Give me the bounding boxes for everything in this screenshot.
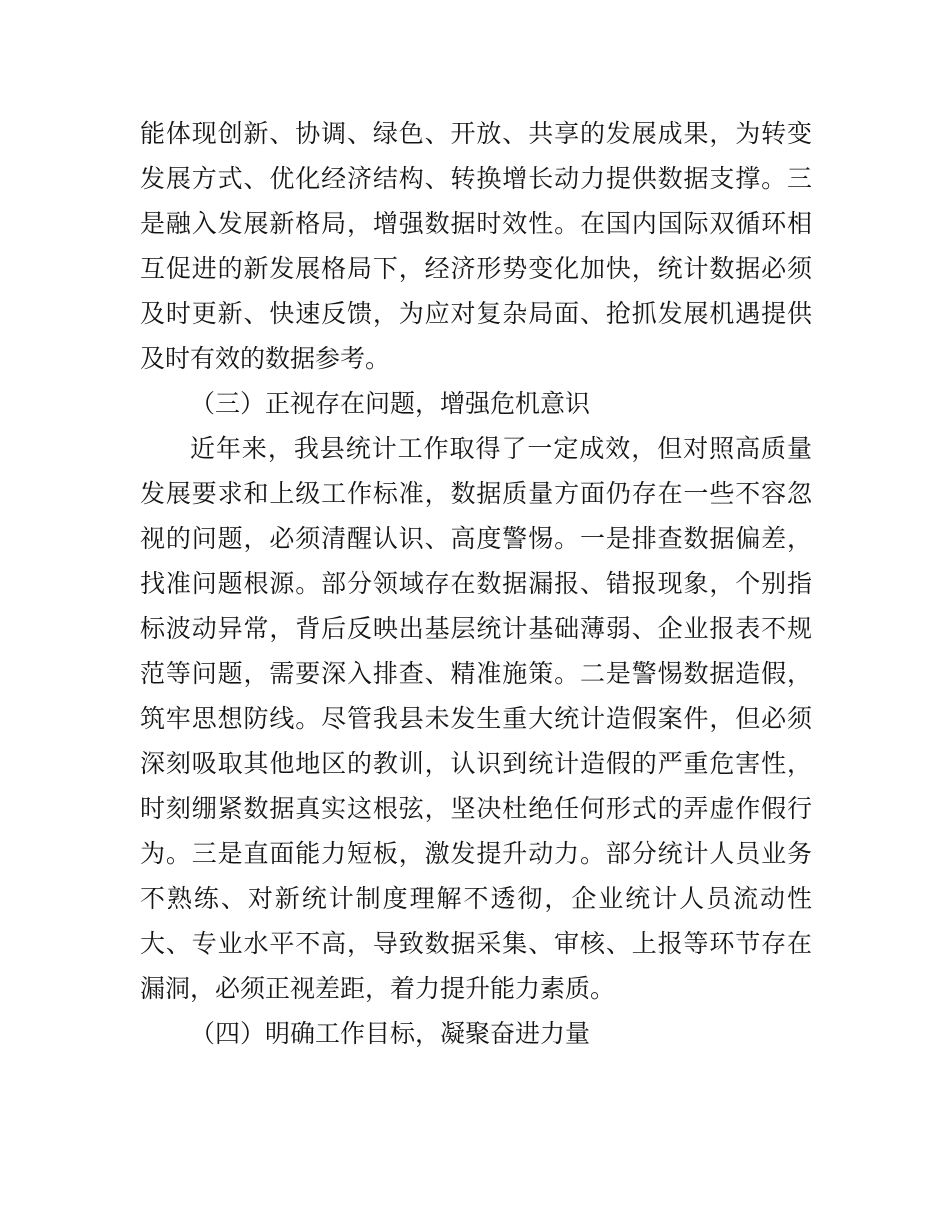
body-paragraph: 近年来，我县统计工作取得了一定成效，但对照高质量发展要求和上级工作标准，数据质量方面仍存在一些不容忽视的问题，必须清醒认识、高度警惕。一是排查数据偏差，找准问题根源。部分领域存在数据漏报、错报现象，个别指标波动异常，背后反映出基层统计基础薄弱、企业报表不规范等问题，需要深入排查、精准施策。二是警惕数据造假，筑牢思想防线。尽管我县未发生重大统计造假案件，但必须深刻吸取其他地区的教训，认识到统计造假的严重危害性，时刻绷紧数据真实这根弦，坚决杜绝任何形式的弄虚作假行为。三是直面能力短板，激发提升动力。部分统计人员业务不熟练、对新统计制度理解不透彻，企业统计人员流动性大、专业水平不高，导致数据采集、审核、上报等环节存在漏洞，必须正视差距，着力提升能力素质。 [140,436,812,1003]
body-paragraph-continuation: 能体现创新、协调、绿色、开放、共享的发展成果，为转变发展方式、优化经济结构、转换增长动力提供数据支撑。三是融入发展新格局，增强数据时效性。在国内国际双循环相互促进的新发展格局下，经济形势变化加快，统计数据必须及时更新、快速反馈，为应对复杂局面、抢抓发展机遇提供及时有效的数据参考。 [140,121,812,373]
section-heading-3: （三）正视存在问题，增强危机意识 [190,391,591,418]
section-heading-4: （四）明确工作目标，凝聚奋进力量 [190,1021,591,1048]
